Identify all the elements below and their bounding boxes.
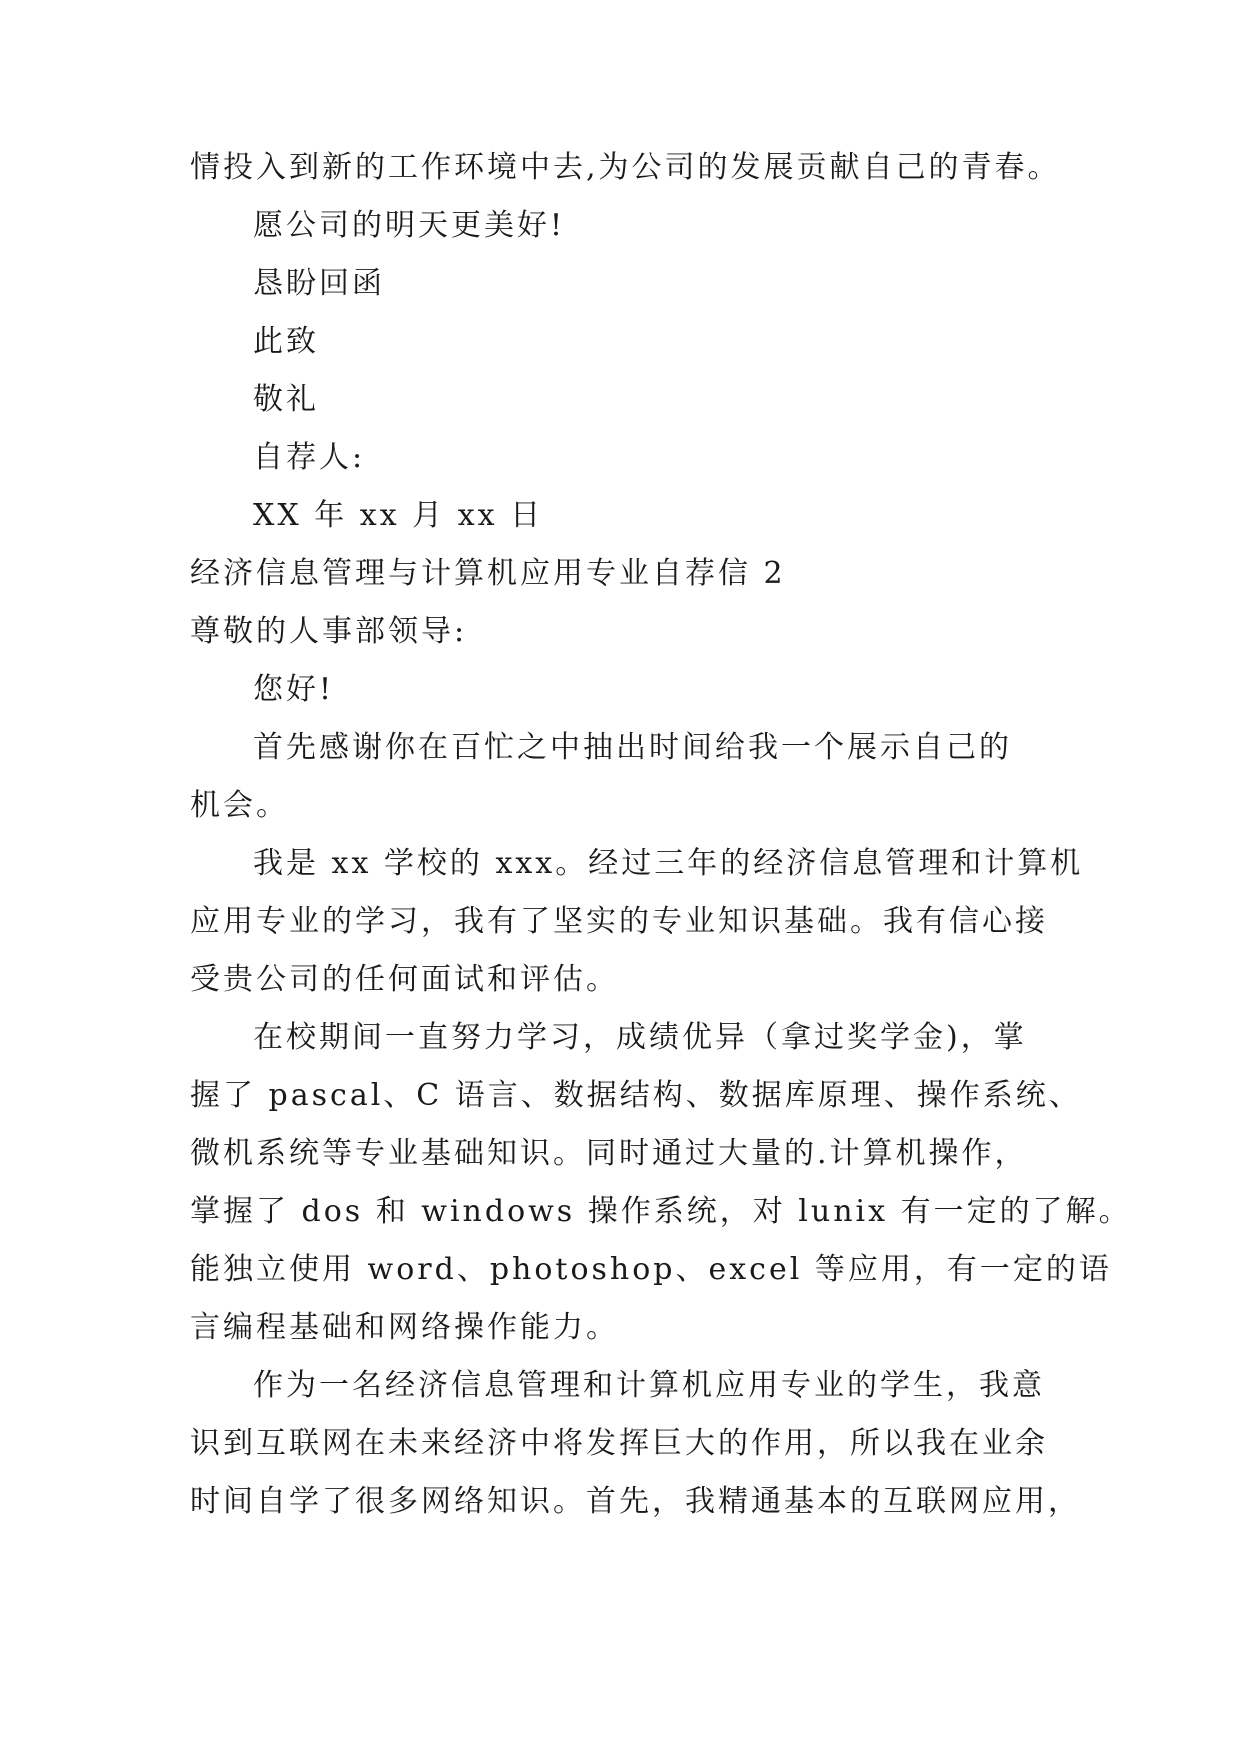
text-line: 敬礼: [253, 382, 319, 417]
text-line: 首先感谢你在百忙之中抽出时间给我一个展示自己的: [253, 730, 1012, 765]
text-line: 作为一名经济信息管理和计算机应用专业的学生，我意: [253, 1368, 1045, 1403]
text-line: 握了 pascal、C 语言、数据结构、数据库原理、操作系统、: [190, 1078, 1082, 1113]
text-line: 识到互联网在未来经济中将发挥巨大的作用，所以我在业余: [190, 1426, 1048, 1461]
text-line: 情投入到新的工作环境中去,为公司的发展贡献自己的青春。: [190, 150, 1061, 185]
text-line: 掌握了 dos 和 windows 操作系统，对 lunix 有一定的了解。: [190, 1194, 1132, 1229]
text-line: 愿公司的明天更美好!: [253, 208, 566, 243]
text-line: 您好!: [253, 672, 335, 707]
text-line: 受贵公司的任何面试和评估。: [190, 962, 619, 997]
text-line: 尊敬的人事部领导:: [190, 614, 468, 649]
text-line: 机会。: [190, 788, 289, 823]
text-line: XX 年 xx 月 xx 日: [253, 498, 544, 533]
text-line: 在校期间一直努力学习，成绩优异（拿过奖学金)，掌: [253, 1020, 1027, 1055]
text-line: 自荐人:: [253, 440, 366, 475]
text-line: 微机系统等专业基础知识。同时通过大量的.计算机操作，: [190, 1136, 1028, 1171]
text-line: 言编程基础和网络操作能力。: [190, 1310, 619, 1345]
text-line: 应用专业的学习，我有了坚实的专业知识基础。我有信心接: [190, 904, 1048, 939]
text-line: 我是 xx 学校的 xxx。经过三年的经济信息管理和计算机: [253, 846, 1084, 881]
text-line: 恳盼回函: [253, 266, 385, 301]
section-title: 经济信息管理与计算机应用专业自荐信 2: [190, 556, 786, 591]
text-line: 此致: [253, 324, 319, 359]
text-line: 时间自学了很多网络知识。首先，我精通基本的互联网应用，: [190, 1484, 1081, 1519]
text-line: 能独立使用 word、photoshop、excel 等应用，有一定的语: [190, 1252, 1112, 1287]
